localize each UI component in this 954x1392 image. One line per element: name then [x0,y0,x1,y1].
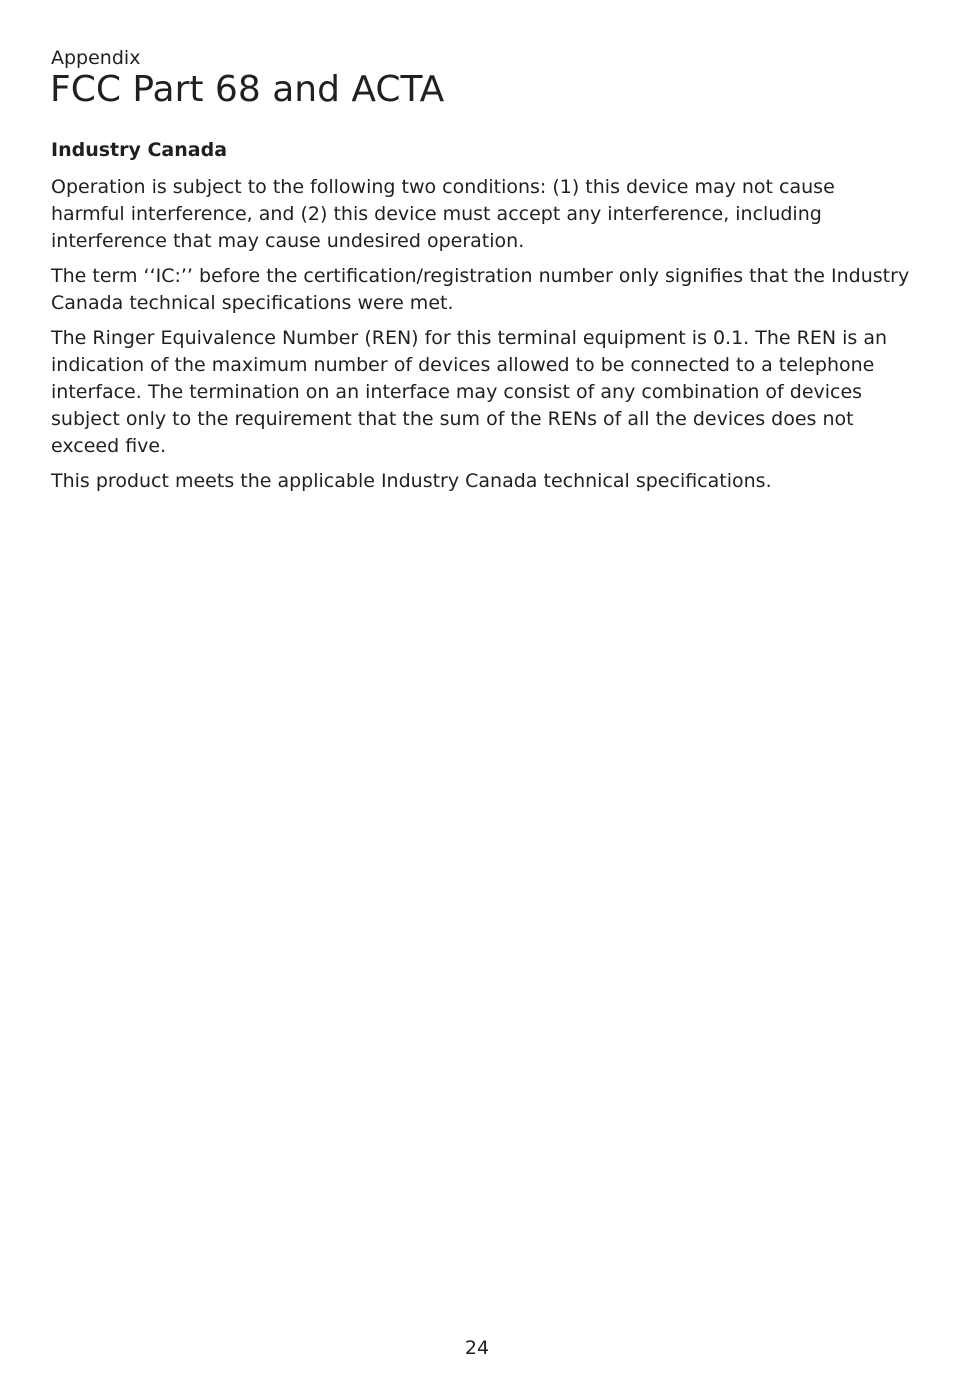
paragraph-ic-term: The term ‘‘IC:’’ before the certification/registration number only signifies that the Industry Canada technical specifications were met. [51,265,910,314]
page-content [51,137,911,503]
paragraph-ren: The Ringer Equivalence Number (REN) for this terminal equipment is 0.1. The REN is an indication of the maximum number of devices allowed to be connected to a telephone interface. The termination on an interface may consist of any combination of devices subject only to the requirement that the sum of the RENs of all the devices does not exceed five. [51,327,887,457]
page-title: FCC Part 68 and ACTA [50,69,445,110]
paragraph-specifications: This product meets the applicable Industry Canada technical specifications. [51,470,772,492]
paragraph-operation-conditions: Operation is subject to the following two conditions: (1) this device may not cause harmful interference, and (2) this device must accept any interference, including interference that may cause undesired operation. [51,176,835,252]
section-label: Appendix [51,47,141,69]
subheading-industry-canada: Industry Canada [51,139,228,161]
page-number: 24 [464,1337,490,1359]
